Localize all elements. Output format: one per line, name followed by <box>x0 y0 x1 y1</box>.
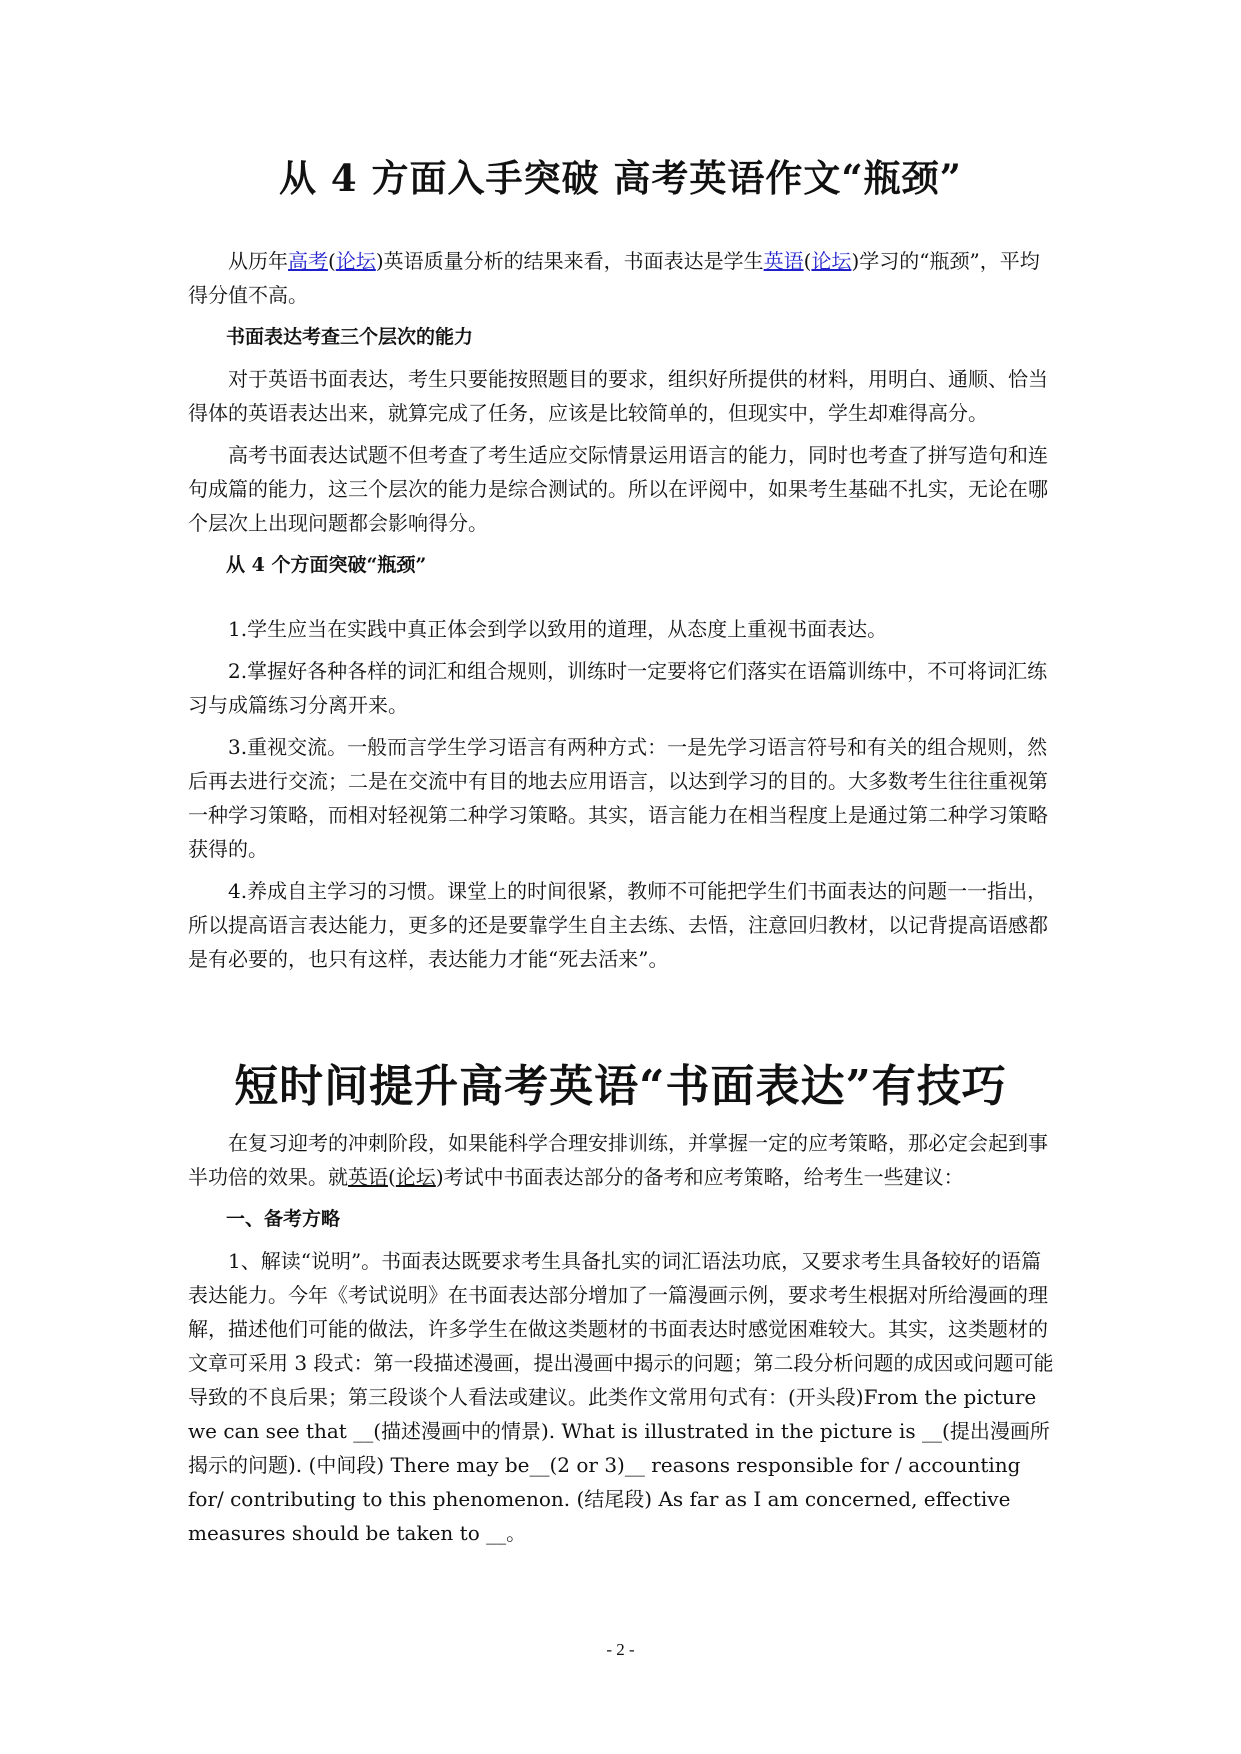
section1-paragraph-2: 高考书面表达试题不但考查了考生适应交际情景运用语言的能力，同时也考查了拼写造句和连句成篇的能力，这三个层次的能力是综合测试的。所以在评阅中，如果考生基础不扎实，无论在哪个层次上出现问题都会影响得分。 <box>188 443 1048 535</box>
section2-intro <box>188 1126 1058 1194</box>
point-item: 2.掌握好各种各样的词汇和组合规则，训练时一定要将它们落实在语篇训练中，不可将词汇练习与成篇练习分离开来。 <box>188 659 1048 717</box>
section1-body <box>188 244 1058 984</box>
link-gaokao[interactable]: 高考 <box>288 249 328 273</box>
section1-paragraph-1: 对于英语书面表达，考生只要能按照题目的要求，组织好所提供的材料，用明白、通顺、恰当得体的英语表达出来，就算完成了任务，应该是比较简单的，但现实中，学生却难得高分。 <box>188 367 1048 425</box>
point-item: 1.学生应当在实践中真正体会到学以致用的道理，从态度上重视书面表达。 <box>228 617 888 641</box>
section1-intro <box>188 244 1058 312</box>
paren: ( <box>328 249 336 273</box>
point-item: 4.养成自主学习的习惯。课堂上的时间很紧，教师不可能把学生们书面表达的问题一一指出，所以提高语言表达能力，更多的还是要靠学生自主去练、去悟，注意回归教材，以记背提高语感都是有必要的，也只有这样，表达能力才能“死去活来”。 <box>188 879 1048 971</box>
paren: ( <box>388 1165 396 1189</box>
link-forum-1[interactable]: 论坛 <box>335 249 376 273</box>
section2-body <box>188 1126 1058 1558</box>
intro-text-start: 从历年 <box>228 249 288 273</box>
intro-text-end: )学习的“瓶颈”，平均得分值不高。 <box>188 249 1040 307</box>
section2-heading-preparation: 一、备考方略 <box>226 1208 341 1230</box>
intro-text-mid: )英语质量分析的结果来看，书面表达是学生 <box>375 249 764 273</box>
link-english[interactable]: 英语 <box>348 1165 388 1189</box>
page-number: - 2 - <box>606 1640 635 1659</box>
section2-title: 短时间提升高考英语“书面表达”有技巧 <box>234 1061 1007 1112</box>
spacer <box>188 582 1058 612</box>
link-forum-2[interactable]: 论坛 <box>811 249 852 273</box>
link-forum[interactable]: 论坛 <box>395 1165 436 1189</box>
section1-title: 从 4 方面入手突破 高考英语作文“瓶颈” <box>279 156 962 200</box>
section1-heading-abilities: 书面表达考查三个层次的能力 <box>226 326 474 348</box>
intro-text-start: 在复习迎考的冲刺阶段，如果能科学合理安排训练，并掌握一定的应考策略，那必定会起到事半功倍的效果。就 <box>188 1131 1048 1189</box>
point-item: 3.重视交流。一般而言学生学习语言有两种方式：一是先学习语言符号和有关的组合规则，然后再去进行交流；二是在交流中有目的地去应用语言，以达到学习的目的。大多数考生往往重视第一种学习策略，而相对轻视第二种学习策略。其实，语言能力在相当程度上是通过第二种学习策略获得的。 <box>188 735 1048 861</box>
section2-paragraph-1: 1、解读“说明”。书面表达既要求考生具备扎实的词汇语法功底，又要求考生具备较好的语篇表达能力。今年《考试说明》在书面表达部分增加了一篇漫画示例，要求考生根据对所给漫画的理解，描述他们可能的做法，许多学生在做这类题材的书面表达时感觉困难较大。其实，这类题材的文章可采用 3 段式：第一段描述漫画，提出漫画中揭示的问题；第二段分析问题的成因或问题可能导致的不良后果；第三段谈个人看法或建议。此类作文常用句式有：(开头段)From the picture we can see that __(描述漫画中的情景). What is illustrated in the picture is __(提出漫画所揭示的问题). (中间段) There may be__(2 or 3)__ reasons responsible for / accounting for/ contributing to this phenomenon. (结尾段) As far as I am concerned, effective measures should be taken to __。 <box>188 1249 1054 1545</box>
intro-text-end: )考试中书面表达部分的备考和应考策略，给考生一些建议： <box>435 1165 964 1189</box>
section1-heading-four-aspects: 从 4 个方面突破“瓶颈” <box>226 554 427 576</box>
paren: ( <box>803 249 812 273</box>
link-english[interactable]: 英语 <box>763 249 804 273</box>
